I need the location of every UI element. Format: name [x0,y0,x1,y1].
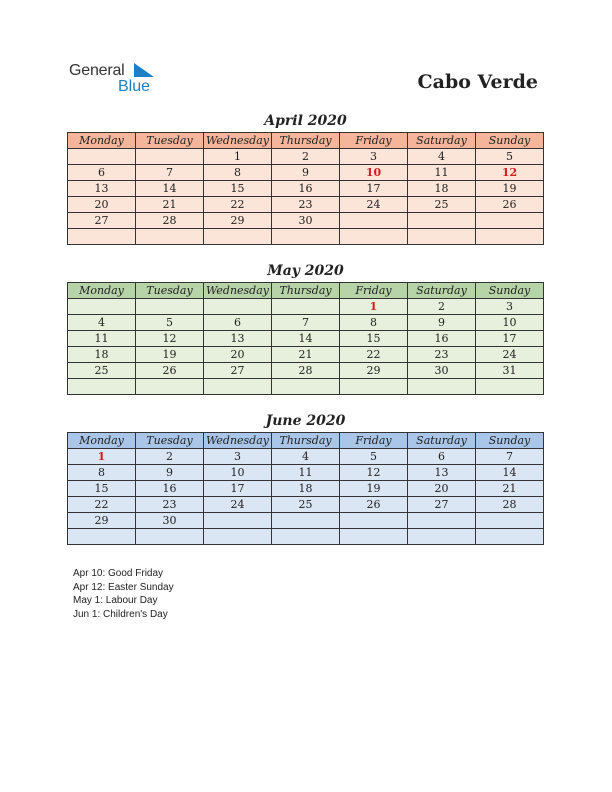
holiday-note: Apr 12: Easter Sunday [73,581,174,593]
weekday-header: Thursday [272,133,340,149]
day-cell [204,379,272,395]
day-cell [408,229,476,245]
day-cell [68,529,136,545]
day-cell: 22 [340,347,408,363]
week-row [68,497,544,513]
day-cell [408,213,476,229]
day-cell: 7 [476,449,544,465]
day-cell: 8 [340,315,408,331]
week-row [68,213,544,229]
day-cell: 25 [272,497,340,513]
day-cell: 9 [408,315,476,331]
day-cell: 16 [136,481,204,497]
day-cell: 12 [136,331,204,347]
weekday-header: Sunday [476,133,544,149]
day-cell: 11 [272,465,340,481]
week-row [68,379,544,395]
day-cell: 15 [340,331,408,347]
day-cell: 24 [204,497,272,513]
day-cell [136,529,204,545]
day-cell: 4 [272,449,340,465]
day-cell: 29 [68,513,136,529]
day-cell [68,149,136,165]
day-cell: 4 [68,315,136,331]
weekday-header: Friday [340,283,408,299]
month-title: May 2020 [267,263,344,279]
week-row [68,363,544,379]
holiday-note: Apr 10: Good Friday [73,568,164,579]
day-cell: 1 [68,449,136,465]
week-row [68,197,544,213]
day-cell: 20 [68,197,136,213]
day-cell: 6 [408,449,476,465]
day-cell: 27 [204,363,272,379]
day-cell: 13 [204,331,272,347]
day-cell: 19 [476,181,544,197]
day-cell: 18 [68,347,136,363]
day-cell: 30 [272,213,340,229]
month-may [67,262,544,395]
day-cell: 31 [476,363,544,379]
day-cell [340,229,408,245]
week-row [68,331,544,347]
day-cell [476,529,544,545]
day-cell: 16 [272,181,340,197]
day-cell [136,379,204,395]
holiday-note: Jun 1: Children's Day [73,608,168,620]
day-cell: 7 [136,165,204,181]
day-cell [340,513,408,529]
day-cell: 18 [408,181,476,197]
day-cell: 30 [408,363,476,379]
day-cell: 25 [408,197,476,213]
day-cell: 10 [340,165,408,181]
day-cell: 11 [68,331,136,347]
day-cell: 24 [476,347,544,363]
day-cell: 10 [204,465,272,481]
day-cell: 6 [204,315,272,331]
day-cell [68,229,136,245]
country-title: Cabo Verde [417,71,538,93]
day-cell [408,529,476,545]
day-cell: 21 [476,481,544,497]
day-cell [68,379,136,395]
day-cell: 1 [340,299,408,315]
month-grid [67,132,544,245]
weekday-header: Saturday [408,133,476,149]
flag-triangle-icon [134,63,154,77]
day-cell: 13 [68,181,136,197]
day-cell [272,229,340,245]
week-row [68,299,544,315]
day-cell [272,299,340,315]
day-cell: 17 [340,181,408,197]
week-row [68,347,544,363]
day-cell: 9 [136,465,204,481]
day-cell: 2 [408,299,476,315]
day-cell [136,299,204,315]
day-cell: 8 [204,165,272,181]
day-cell: 9 [272,165,340,181]
day-cell: 14 [136,181,204,197]
day-cell: 23 [408,347,476,363]
day-cell: 29 [204,213,272,229]
day-cell [340,213,408,229]
day-cell: 16 [408,331,476,347]
day-cell [476,513,544,529]
day-cell: 28 [136,213,204,229]
day-cell: 21 [136,197,204,213]
day-cell [204,299,272,315]
week-row [68,529,544,545]
day-cell: 4 [408,149,476,165]
day-cell [476,379,544,395]
day-cell: 15 [204,181,272,197]
day-cell: 30 [136,513,204,529]
brand-logo [69,62,159,96]
day-cell: 8 [68,465,136,481]
brand-line1: General [69,62,125,79]
weekday-header: Tuesday [136,283,204,299]
weekday-header: Saturday [408,433,476,449]
week-row [68,181,544,197]
weekday-header: Wednesday [204,433,272,449]
week-row [68,465,544,481]
week-row [68,229,544,245]
day-cell: 26 [136,363,204,379]
day-cell: 17 [476,331,544,347]
day-cell: 15 [68,481,136,497]
month-grid [67,432,544,545]
week-row [68,315,544,331]
day-cell: 2 [136,449,204,465]
weekday-header: Thursday [272,283,340,299]
holiday-note: May 1: Labour Day [73,595,158,607]
day-cell: 1 [204,149,272,165]
week-row [68,449,544,465]
day-cell: 3 [476,299,544,315]
week-row [68,481,544,497]
week-row [68,513,544,529]
day-cell: 28 [272,363,340,379]
day-cell: 14 [272,331,340,347]
day-cell [136,149,204,165]
day-cell: 11 [408,165,476,181]
day-cell: 21 [272,347,340,363]
day-cell: 29 [340,363,408,379]
weekday-header: Monday [68,283,136,299]
day-cell [272,529,340,545]
month-june [67,412,544,545]
weekday-header: Friday [340,433,408,449]
day-cell: 12 [476,165,544,181]
day-cell [204,229,272,245]
day-cell: 22 [68,497,136,513]
month-title: June 2020 [265,413,346,429]
day-cell [204,513,272,529]
day-cell: 12 [340,465,408,481]
weekday-header: Sunday [476,433,544,449]
day-cell [340,379,408,395]
day-cell: 23 [272,197,340,213]
weekday-header: Thursday [272,433,340,449]
holiday-notes [73,567,174,621]
day-cell: 2 [272,149,340,165]
day-cell: 14 [476,465,544,481]
day-cell: 20 [204,347,272,363]
weekday-header: Monday [68,433,136,449]
weekday-header: Wednesday [204,133,272,149]
day-cell: 10 [476,315,544,331]
day-cell: 27 [408,497,476,513]
day-cell: 18 [272,481,340,497]
month-title: April 2020 [264,113,347,129]
day-cell: 22 [204,197,272,213]
day-cell: 19 [136,347,204,363]
day-cell [136,229,204,245]
day-cell: 5 [136,315,204,331]
day-cell [408,379,476,395]
weekday-header: Saturday [408,283,476,299]
weekday-header: Wednesday [204,283,272,299]
day-cell [340,529,408,545]
month-grid [67,282,544,395]
day-cell: 27 [68,213,136,229]
day-cell [476,229,544,245]
day-cell: 3 [340,149,408,165]
day-cell: 23 [136,497,204,513]
day-cell: 3 [204,449,272,465]
day-cell: 13 [408,465,476,481]
month-april [67,112,544,245]
day-cell: 25 [68,363,136,379]
day-cell [408,513,476,529]
day-cell: 20 [408,481,476,497]
weekday-header: Tuesday [136,433,204,449]
day-cell: 28 [476,497,544,513]
day-cell [272,379,340,395]
day-cell: 26 [476,197,544,213]
day-cell: 24 [340,197,408,213]
brand-line2: Blue [118,78,151,95]
day-cell: 7 [272,315,340,331]
day-cell: 26 [340,497,408,513]
weekday-header: Tuesday [136,133,204,149]
day-cell: 6 [68,165,136,181]
week-row [68,165,544,181]
day-cell: 5 [476,149,544,165]
weekday-header: Monday [68,133,136,149]
weekday-header: Friday [340,133,408,149]
week-row [68,149,544,165]
day-cell: 19 [340,481,408,497]
day-cell [204,529,272,545]
weekday-header: Sunday [476,283,544,299]
day-cell [68,299,136,315]
day-cell [272,513,340,529]
day-cell: 5 [340,449,408,465]
day-cell: 17 [204,481,272,497]
day-cell [476,213,544,229]
